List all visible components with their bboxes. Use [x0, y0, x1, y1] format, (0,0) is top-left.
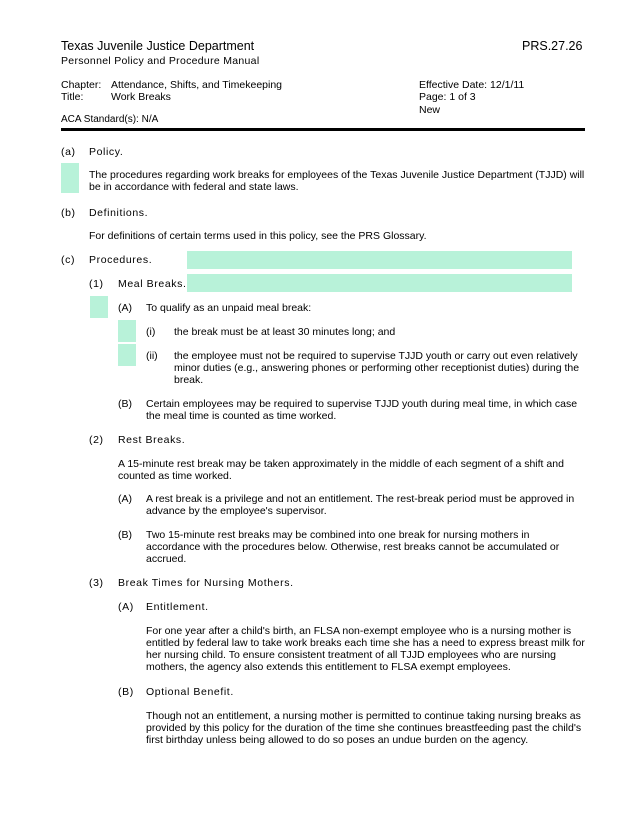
optional-benefit-text-3: first birthday unless being allowed to do so poses an undue burden on the agency. — [146, 734, 529, 746]
rest-intro-1: A 15-minute rest break may be taken approximately in the middle of each segment of a shift and — [118, 458, 564, 470]
entitlement-marker: (A) — [118, 601, 134, 613]
org-name: Texas Juvenile Justice Department — [61, 39, 255, 53]
rest-breaks-marker: (2) — [89, 434, 104, 446]
highlight-marker — [118, 344, 136, 366]
highlight-marker — [118, 320, 136, 342]
meal-ii-text-1: the employee must not be required to supervise TJJD youth or carry out even relatively — [174, 350, 578, 362]
rest-a-text-2: advance by the employee's supervisor. — [146, 505, 327, 517]
rest-b-text-3: accrued. — [146, 553, 187, 565]
doc-code: PRS.27.26 — [522, 39, 583, 53]
meal-b-marker: (B) — [118, 398, 132, 410]
meal-i-marker: (i) — [146, 326, 156, 338]
entitlement-text-3: her nursing child. To ensure consistent treatment of all TJJD employees who are nursing — [146, 649, 556, 661]
highlight-marker — [61, 163, 79, 193]
optional-benefit-text-1: Though not an entitlement, a nursing mother is permitted to continue taking nursing breaks as — [146, 710, 581, 722]
rest-a-text-1: A rest break is a privilege and not an entitlement. The rest-break period must be approved in — [146, 493, 575, 505]
section-b-heading: Definitions. — [89, 207, 149, 219]
section-b-text: For definitions of certain terms used in this policy, see the PRS Glossary. — [89, 230, 427, 242]
optional-benefit-heading: Optional Benefit. — [146, 686, 234, 698]
meal-a-marker: (A) — [118, 302, 132, 314]
rest-intro-2: counted as time worked. — [118, 470, 232, 482]
nursing-heading: Break Times for Nursing Mothers. — [118, 577, 294, 589]
entitlement-text-4: mothers, the agency also extends this entitlement to FLSA exempt employees. — [146, 661, 511, 673]
section-b-marker: (b) — [61, 207, 76, 219]
highlight-bar — [187, 274, 572, 292]
rest-b-text-2: accordance with the procedures below. Otherwise, rest breaks cannot be accumulated or — [146, 541, 560, 553]
meal-b-text-1: Certain employees may be required to supervise TJJD youth during meal time, in which case — [146, 398, 578, 410]
highlight-bar — [187, 251, 572, 269]
status: New — [419, 104, 441, 116]
meal-i-text: the break must be at least 30 minutes long; and — [174, 326, 396, 338]
section-c-heading: Procedures. — [89, 254, 153, 266]
title-label: Title: — [61, 91, 84, 103]
aca-standard: ACA Standard(s): N/A — [61, 114, 159, 125]
section-a-marker: (a) — [61, 146, 76, 158]
header-rule — [61, 128, 585, 131]
page-number: Page: 1 of 3 — [419, 91, 476, 103]
section-a-text-1: The procedures regarding work breaks for employees of the Texas Juvenile Justice Department (TJJD) will — [89, 169, 585, 181]
nursing-marker: (3) — [89, 577, 104, 589]
entitlement-text-2: entitled by federal law to take work breaks each time she has a need to express breast milk for — [146, 637, 585, 649]
meal-a-text: To qualify as an unpaid meal break: — [146, 302, 312, 314]
rest-b-marker: (B) — [118, 529, 132, 541]
manual-name: Personnel Policy and Procedure Manual — [61, 55, 260, 67]
meal-breaks-marker: (1) — [89, 278, 104, 290]
section-c-marker: (c) — [61, 254, 76, 266]
meal-b-text-2: the meal time is counted as time worked. — [146, 410, 337, 422]
chapter-value: Attendance, Shifts, and Timekeeping — [111, 79, 283, 91]
optional-benefit-text-2: provided by this policy for the duration of the time she continues breastfeeding past the child's — [146, 722, 582, 734]
meal-ii-marker: (ii) — [146, 350, 158, 362]
meal-ii-text-2: minor duties (e.g., answering phones or performing other receptionist duties) during the — [174, 362, 580, 374]
effective-date: Effective Date: 12/1/11 — [419, 79, 525, 91]
highlight-marker — [90, 296, 108, 318]
section-a-text-2: be in accordance with federal and state laws. — [89, 181, 299, 193]
title-value: Work Breaks — [111, 91, 171, 103]
rest-breaks-heading: Rest Breaks. — [118, 434, 186, 446]
meal-ii-text-3: break. — [174, 374, 204, 386]
section-a-heading: Policy. — [89, 146, 124, 158]
rest-a-marker: (A) — [118, 493, 132, 505]
optional-benefit-marker: (B) — [118, 686, 134, 698]
rest-b-text-1: Two 15-minute rest breaks may be combined into one break for nursing mothers in — [146, 529, 530, 541]
chapter-label: Chapter: — [61, 79, 102, 91]
entitlement-heading: Entitlement. — [146, 601, 209, 613]
meal-breaks-heading: Meal Breaks. — [118, 278, 187, 290]
entitlement-text-1: For one year after a child's birth, an FLSA non-exempt employee who is a nursing mother is — [146, 625, 572, 637]
